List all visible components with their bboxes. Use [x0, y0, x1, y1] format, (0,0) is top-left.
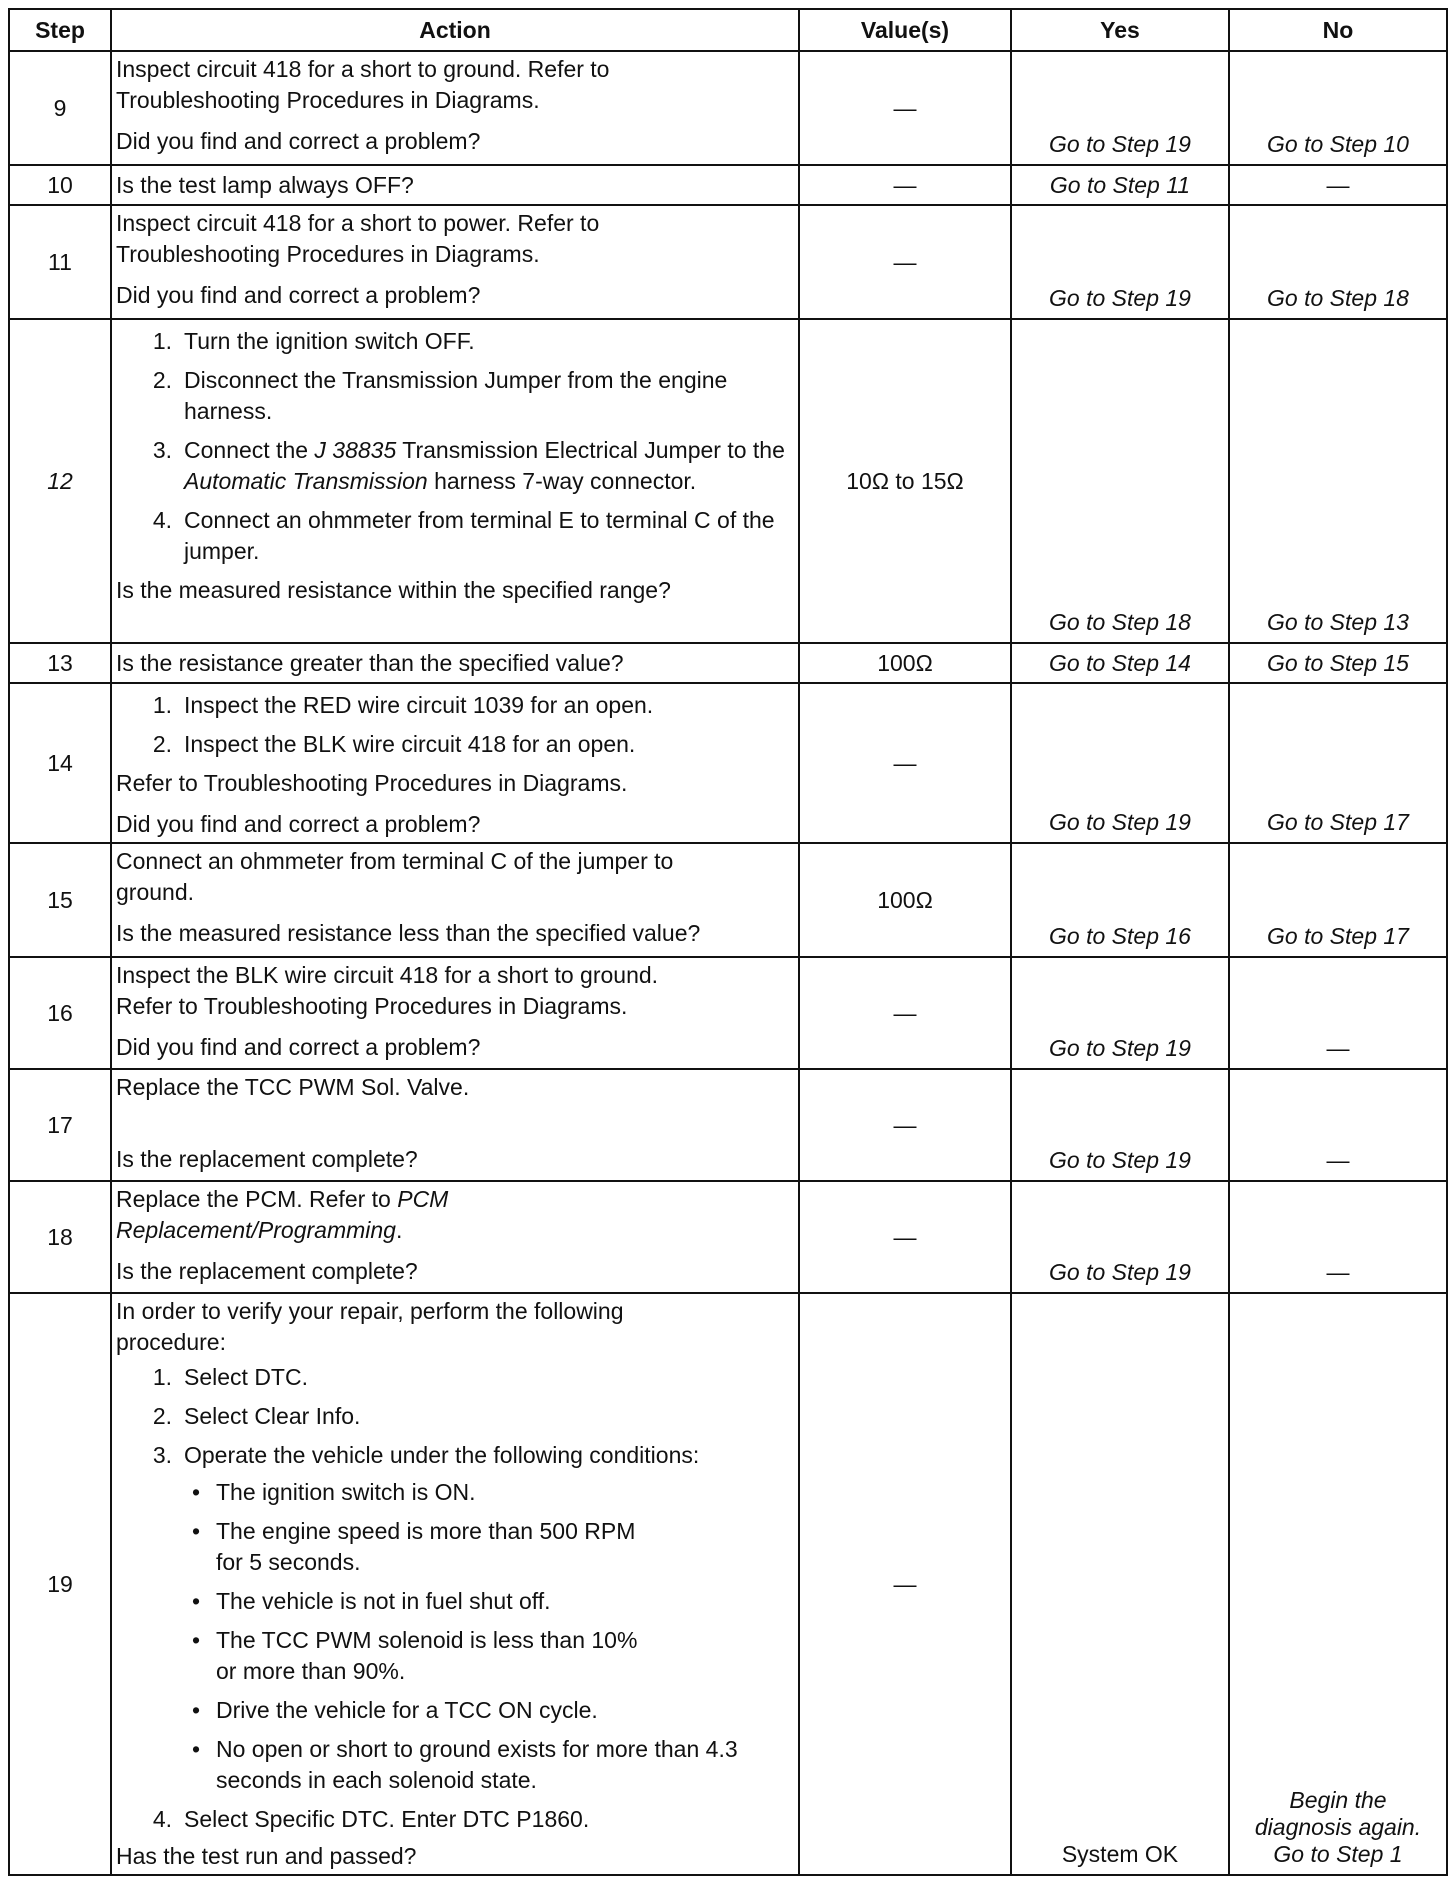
step-number: 11: [9, 205, 111, 319]
action-text: Inspect the BLK wire circuit 418 for a short to ground.: [116, 962, 659, 988]
value-cell: —: [799, 1181, 1011, 1293]
step-number: 15: [9, 843, 111, 957]
yes-cell: Go to Step 16: [1011, 843, 1229, 957]
action-text: Inspect circuit 418 for a short to ground. Refer to: [116, 56, 610, 82]
table-row-step-19: [9, 1293, 1447, 1875]
value-cell: —: [799, 51, 1011, 165]
action-text: Troubleshooting Procedures in Diagrams.: [116, 241, 540, 267]
action-text: In order to verify your repair, perform the following procedure:: [116, 1298, 624, 1355]
no-text: Go to Step 1: [1273, 1841, 1403, 1867]
no-cell: Go to Step 17: [1229, 843, 1447, 957]
action-question: Is the measured resistance within the specified range?: [116, 577, 671, 603]
list-item: • The ignition switch is ON.: [191, 1479, 476, 1505]
table-row-step-16: [9, 957, 1447, 1069]
value-cell: 10Ω to 15Ω: [799, 319, 1011, 643]
list-item: 4. Connect an ohmmeter from terminal E to terminal C of the jumper.: [152, 507, 775, 564]
action-cell: [111, 683, 799, 843]
action-cell: [111, 1069, 799, 1181]
header-yes: Yes: [1011, 9, 1229, 51]
condition-list: [116, 1477, 794, 1796]
action-text: Refer to Troubleshooting Procedures in Diagrams.: [116, 770, 628, 796]
header-values: Value(s): [799, 9, 1011, 51]
yes-cell: Go to Step 19: [1011, 51, 1229, 165]
action-cell: [111, 319, 799, 643]
list-item: • No open or short to ground exists for more than 4.3 seconds in each solenoid state.: [191, 1736, 738, 1793]
procedure-list: [116, 1362, 794, 1471]
action-question: Has the test run and passed?: [116, 1843, 417, 1869]
step-number: 18: [9, 1181, 111, 1293]
action-cell: [111, 205, 799, 319]
yes-cell: System OK: [1011, 1293, 1229, 1875]
action-text: Replace the TCC PWM Sol. Valve.: [116, 1074, 470, 1100]
procedure-list: [116, 326, 794, 567]
action-question: Is the resistance greater than the specified value?: [111, 643, 799, 683]
no-cell: Go to Step 15: [1229, 643, 1447, 683]
no-cell: —: [1229, 957, 1447, 1069]
step-number: 19: [9, 1293, 111, 1875]
list-item: 2. Inspect the BLK wire circuit 418 for an open.: [152, 731, 636, 757]
list-item: 1. Select DTC.: [152, 1364, 308, 1390]
yes-cell: Go to Step 19: [1011, 683, 1229, 843]
no-cell: Go to Step 10: [1229, 51, 1447, 165]
action-cell: [111, 1293, 799, 1875]
step-number: 16: [9, 957, 111, 1069]
table-row-step-17: [9, 1069, 1447, 1181]
diagnostic-table: [8, 8, 1448, 1876]
step-number: 12: [9, 319, 111, 643]
action-text: Refer to Troubleshooting Procedures in Diagrams.: [116, 993, 628, 1019]
value-cell: —: [799, 1069, 1011, 1181]
list-item: 2. Select Clear Info.: [152, 1403, 361, 1429]
value-cell: —: [799, 957, 1011, 1069]
step-number: 14: [9, 683, 111, 843]
action-question: Did you find and correct a problem?: [116, 128, 481, 154]
header-action: Action: [111, 9, 799, 51]
list-item: • Drive the vehicle for a TCC ON cycle.: [191, 1697, 598, 1723]
list-item: 3. Operate the vehicle under the following conditions:: [152, 1442, 700, 1468]
no-text: diagnosis again.: [1254, 1814, 1422, 1840]
action-question: Is the replacement complete?: [116, 1146, 418, 1172]
yes-cell: Go to Step 11: [1011, 165, 1229, 205]
header-step: Step: [9, 9, 111, 51]
action-cell: [111, 51, 799, 165]
yes-cell: Go to Step 19: [1011, 1069, 1229, 1181]
header-row: [9, 9, 1447, 51]
value-cell: —: [799, 165, 1011, 205]
list-item: 1. Inspect the RED wire circuit 1039 for an open.: [152, 692, 654, 718]
step-number: 17: [9, 1069, 111, 1181]
no-text: Begin the: [1289, 1787, 1387, 1813]
table-row-step-10: [9, 165, 1447, 205]
table-row-step-13: [9, 643, 1447, 683]
value-cell: —: [799, 683, 1011, 843]
table-row-step-9: [9, 51, 1447, 165]
table-row-step-15: [9, 843, 1447, 957]
procedure-list: [116, 1804, 794, 1835]
yes-cell: Go to Step 19: [1011, 957, 1229, 1069]
value-cell: —: [799, 205, 1011, 319]
list-item: • The engine speed is more than 500 RPM for 5 seconds.: [191, 1518, 636, 1575]
action-question: Did you find and correct a problem?: [116, 811, 481, 837]
yes-cell: Go to Step 19: [1011, 205, 1229, 319]
action-text: ground.: [116, 879, 195, 905]
value-cell: 100Ω: [799, 843, 1011, 957]
action-question: Did you find and correct a problem?: [116, 282, 481, 308]
table-row-step-12: [9, 319, 1447, 643]
value-cell: 100Ω: [799, 643, 1011, 683]
no-cell: [1229, 1293, 1447, 1875]
action-text: Troubleshooting Procedures in Diagrams.: [116, 87, 540, 113]
list-item: 4. Select Specific DTC. Enter DTC P1860.: [152, 1806, 590, 1832]
no-cell: —: [1229, 1069, 1447, 1181]
list-item: 2. Disconnect the Transmission Jumper from the engine harness.: [152, 367, 728, 424]
procedure-list: [116, 690, 794, 760]
header-no: No: [1229, 9, 1447, 51]
no-cell: —: [1229, 165, 1447, 205]
list-item: 1. Turn the ignition switch OFF.: [152, 328, 475, 354]
action-cell: [111, 957, 799, 1069]
table-row-step-18: [9, 1181, 1447, 1293]
list-item: • The TCC PWM solenoid is less than 10% or more than 90%.: [191, 1627, 638, 1684]
action-question: Did you find and correct a problem?: [116, 1034, 481, 1060]
action-cell: [111, 1181, 799, 1293]
table-row-step-11: [9, 205, 1447, 319]
table-row-step-14: [9, 683, 1447, 843]
action-text: Inspect circuit 418 for a short to power. Refer to: [116, 210, 600, 236]
action-text: Replace the PCM. Refer to PCM Replacement/Programming.: [116, 1186, 449, 1243]
action-question: Is the measured resistance less than the specified value?: [116, 920, 701, 946]
action-text: Connect an ohmmeter from terminal C of the jumper to: [116, 848, 674, 874]
step-number: 10: [9, 165, 111, 205]
no-cell: Go to Step 17: [1229, 683, 1447, 843]
step-number: 13: [9, 643, 111, 683]
no-cell: Go to Step 18: [1229, 205, 1447, 319]
action-question: Is the test lamp always OFF?: [111, 165, 799, 205]
yes-cell: Go to Step 14: [1011, 643, 1229, 683]
list-item: 3. Connect the J 38835 Transmission Electrical Jumper to the Automatic Transmission harness 7-way connector.: [152, 437, 785, 494]
list-item: • The vehicle is not in fuel shut off.: [191, 1588, 551, 1614]
action-cell: [111, 843, 799, 957]
no-cell: Go to Step 13: [1229, 319, 1447, 643]
step-number: 9: [9, 51, 111, 165]
value-cell: —: [799, 1293, 1011, 1875]
yes-cell: Go to Step 19: [1011, 1181, 1229, 1293]
no-cell: —: [1229, 1181, 1447, 1293]
yes-cell: Go to Step 18: [1011, 319, 1229, 643]
action-question: Is the replacement complete?: [116, 1258, 418, 1284]
